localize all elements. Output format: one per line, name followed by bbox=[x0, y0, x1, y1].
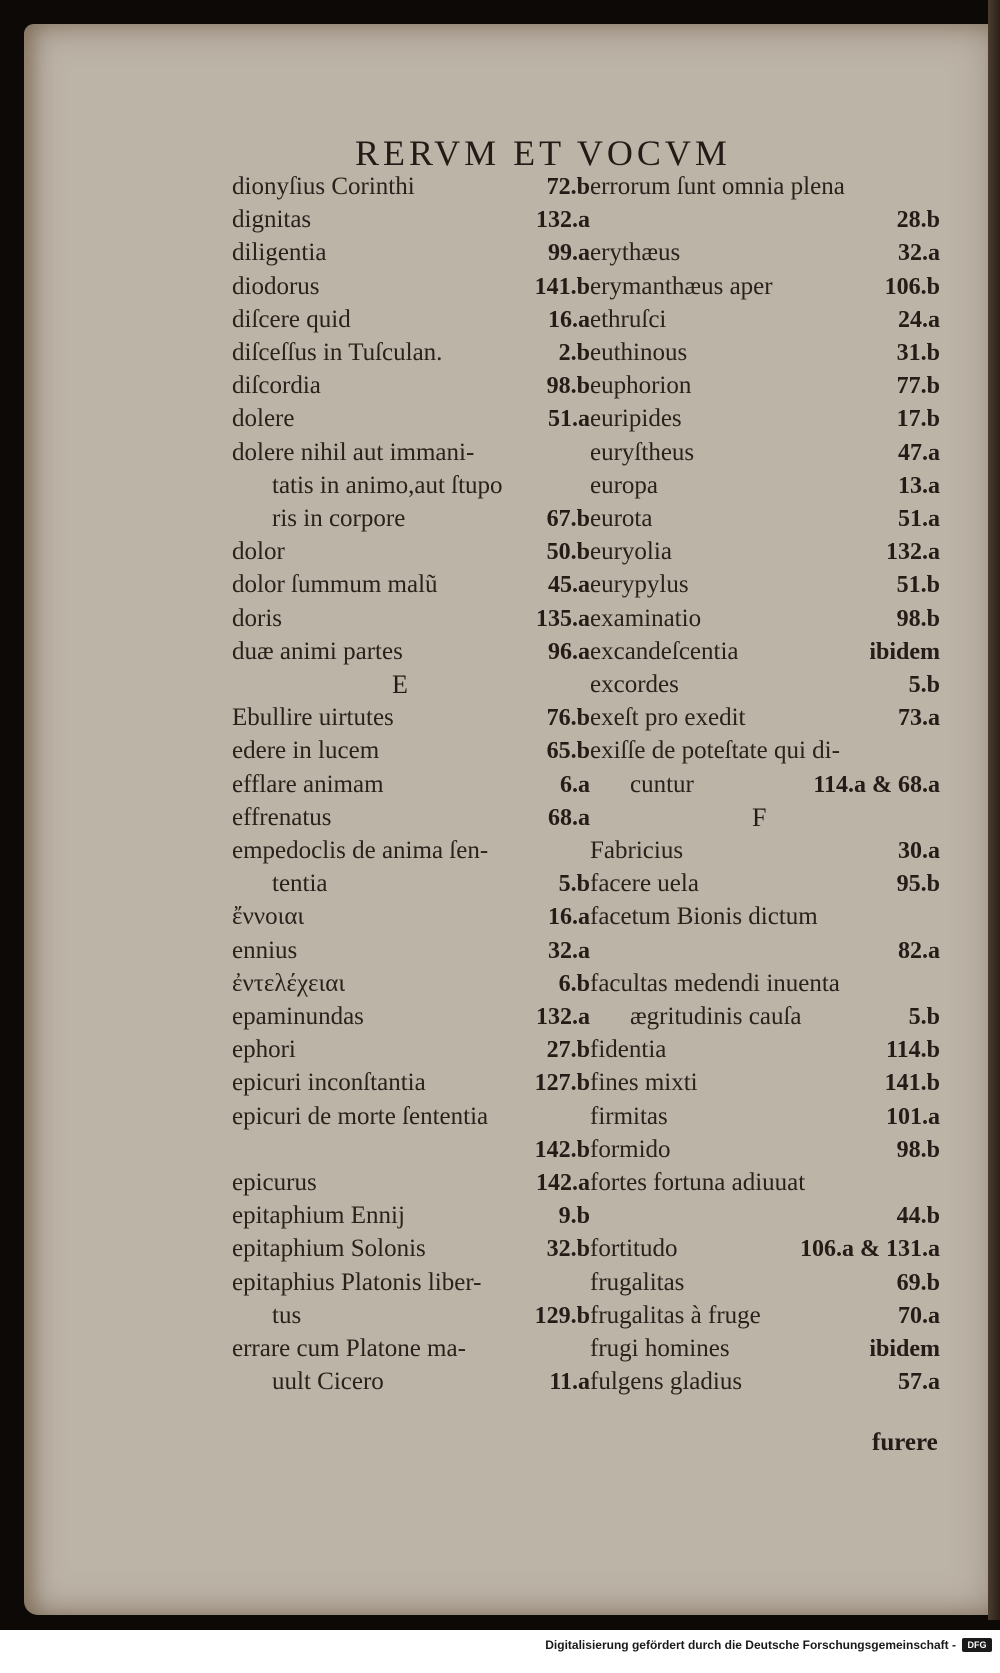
page-reference: 68.a bbox=[548, 804, 590, 831]
index-entry: efflare animam bbox=[232, 770, 384, 798]
index-entry: ephori bbox=[232, 1036, 296, 1064]
page-reference: 57.a bbox=[898, 1369, 940, 1396]
index-entry: euripides bbox=[590, 405, 682, 433]
page-reference: 47.a bbox=[898, 439, 940, 466]
index-entry: Ebullire uirtutes bbox=[232, 704, 394, 732]
page-reference: 32.a bbox=[548, 937, 590, 964]
index-entry: tentia bbox=[272, 870, 328, 898]
index-entry: ἔννοιαι bbox=[232, 903, 305, 931]
page-reference: 70.a bbox=[898, 1302, 940, 1329]
index-entry: facetum Bionis dictum bbox=[590, 903, 818, 931]
index-entry: diſcordia bbox=[232, 372, 321, 400]
index-entry: effrenatus bbox=[232, 803, 332, 831]
page-reference: 129.b bbox=[534, 1302, 590, 1329]
page-reference: 11.a bbox=[549, 1369, 590, 1396]
page-reference: 132.a bbox=[536, 207, 590, 234]
index-entry: dolor ſummum malũ bbox=[232, 571, 438, 599]
page-reference: 101.a bbox=[886, 1103, 940, 1130]
page-reference: 98.b bbox=[896, 605, 940, 632]
page-reference: 5.b bbox=[908, 672, 940, 698]
index-entry: ægritudinis cauſa bbox=[630, 1003, 802, 1030]
index-entry: frugalitas à fruge bbox=[590, 1301, 761, 1329]
index-entry: exeſt pro exedit bbox=[590, 704, 746, 732]
index-entry: dolere bbox=[232, 405, 295, 433]
index-entry: errare cum Platone ma- bbox=[232, 1335, 466, 1362]
page-reference: 69.b bbox=[896, 1269, 940, 1296]
index-entry: epicurus bbox=[232, 1169, 317, 1196]
page-reference: 28.b bbox=[896, 207, 940, 234]
index-entry: ethruſci bbox=[590, 305, 667, 333]
page-reference: 142.a bbox=[536, 1170, 590, 1196]
page-reference: 98.b bbox=[896, 1136, 940, 1163]
page-reference: 142.b bbox=[534, 1136, 590, 1163]
index-entry: ennius bbox=[232, 936, 298, 964]
page-reference: 6.a bbox=[560, 771, 590, 798]
index-entry: errorum ſunt omnia plena bbox=[590, 173, 845, 200]
page-reference: 73.a bbox=[898, 705, 940, 732]
index-entry: doris bbox=[232, 604, 282, 632]
page-reference: 24.a bbox=[898, 306, 940, 333]
page-reference: 135.a bbox=[536, 605, 590, 632]
index-entry: diligentia bbox=[232, 239, 327, 267]
page-reference: 76.b bbox=[546, 705, 590, 732]
page-reference: 98.b bbox=[546, 373, 590, 400]
page-reference: 6.b bbox=[558, 970, 590, 997]
page-reference: 45.a bbox=[548, 572, 590, 599]
page-reference: 51.a bbox=[548, 406, 590, 433]
page-reference: 32.a bbox=[898, 240, 940, 267]
index-entry: examinatio bbox=[590, 604, 702, 632]
index-entry: epitaphius Platonis liber- bbox=[232, 1268, 482, 1296]
page-reference: 17.b bbox=[896, 406, 940, 433]
page-reference: 9.b bbox=[558, 1203, 590, 1230]
index-entry: fulgens gladius bbox=[590, 1368, 743, 1396]
page-reference: 114.a & 68.a bbox=[813, 771, 940, 798]
index-entry: firmitas bbox=[590, 1102, 668, 1130]
page-reference: 51.b bbox=[896, 572, 940, 599]
page-reference: 16.a bbox=[548, 306, 590, 333]
index-entry: tus bbox=[272, 1301, 302, 1329]
index-entry: fidentia bbox=[590, 1036, 667, 1064]
index-entry: uult Cicero bbox=[272, 1368, 384, 1396]
index-entry: empedoclis de anima ſen- bbox=[232, 837, 489, 864]
page-reference: 51.a bbox=[898, 506, 940, 532]
page-reference: 44.b bbox=[896, 1203, 940, 1230]
index-entry: formido bbox=[590, 1135, 671, 1163]
page-reference: 127.b bbox=[534, 1070, 590, 1097]
book-page bbox=[24, 24, 994, 1615]
page-reference: 50.b bbox=[546, 539, 590, 566]
page-reference: 5.b bbox=[908, 1004, 940, 1030]
page-reference: 77.b bbox=[896, 373, 940, 400]
index-entry: facultas medendi inuenta bbox=[590, 969, 840, 997]
index-entry: euryolia bbox=[590, 538, 672, 566]
page-reference: 72.b bbox=[546, 174, 590, 200]
index-entry: europa bbox=[590, 471, 659, 499]
index-entry: frugi homines bbox=[590, 1335, 730, 1362]
index-entry: Fabricius bbox=[590, 837, 684, 864]
index-entry: diſceſſus in Tuſculan. bbox=[232, 339, 443, 366]
page-reference: 67.b bbox=[546, 506, 590, 532]
index-entry: euphorion bbox=[590, 372, 692, 400]
page-reference: 96.a bbox=[548, 638, 590, 665]
book-edge bbox=[988, 0, 1000, 1620]
index-entry: fines mixti bbox=[590, 1069, 698, 1097]
page-reference: 13.a bbox=[898, 472, 940, 499]
index-entry: excordes bbox=[590, 671, 679, 698]
index-entry: edere in lucem bbox=[232, 737, 380, 765]
index-entry: dolere nihil aut immani- bbox=[232, 438, 475, 466]
index-entry: exiſſe de poteſtate qui di- bbox=[590, 737, 840, 765]
index-entry: cuntur bbox=[630, 770, 694, 798]
index-entry: dignitas bbox=[232, 206, 312, 234]
page-reference: 99.a bbox=[548, 240, 590, 267]
page-reference: 30.a bbox=[898, 838, 940, 864]
index-entry: epitaphium Ennij bbox=[232, 1202, 405, 1230]
page-reference: 141.b bbox=[534, 273, 590, 300]
index-entry: eurypylus bbox=[590, 571, 689, 599]
index-entry: fortitudo bbox=[590, 1235, 678, 1263]
index-entry: frugalitas bbox=[590, 1268, 685, 1296]
page-reference: 5.b bbox=[558, 871, 590, 898]
footer-text: Digitalisierung gefördert durch die Deutsche Forschungsgemeinschaft - bbox=[545, 1638, 956, 1652]
page-reference: 82.a bbox=[898, 937, 940, 964]
index-entry: duæ animi partes bbox=[232, 637, 403, 665]
index-entry: facere uela bbox=[590, 870, 699, 898]
section-letter: F bbox=[752, 802, 767, 832]
index-entry: epitaphium Solonis bbox=[232, 1235, 426, 1263]
page-reference: 95.b bbox=[896, 871, 940, 898]
page-reference: 27.b bbox=[546, 1037, 590, 1064]
page-reference: 114.b bbox=[885, 1037, 940, 1064]
index-entry: epaminundas bbox=[232, 1003, 364, 1030]
index-entry: dionyſius Corinthi bbox=[232, 173, 415, 200]
dfg-logo: DFG bbox=[962, 1638, 992, 1652]
index-entry: epicuri de morte ſententia bbox=[232, 1102, 489, 1130]
page-reference: ibidem bbox=[869, 1336, 940, 1362]
index-entry: euthinous bbox=[590, 339, 688, 366]
index-entry: euryſtheus bbox=[590, 438, 695, 466]
index-entry: erythæus bbox=[590, 239, 681, 267]
page-reference: 132.a bbox=[886, 539, 940, 566]
page-reference: 32.b bbox=[546, 1236, 590, 1263]
index-entry: excandeſcentia bbox=[590, 637, 739, 665]
page-reference: 106.a & 131.a bbox=[800, 1236, 940, 1263]
page-reference: 65.b bbox=[546, 738, 590, 765]
index-entry: erymanthæus aper bbox=[590, 272, 773, 300]
index-entry: eurota bbox=[590, 505, 653, 532]
page-reference: 31.b bbox=[896, 340, 940, 366]
index-entry: ris in corpore bbox=[272, 505, 406, 532]
index-entry: diſcere quid bbox=[232, 305, 351, 333]
index-entry: fortes fortuna adiuuat bbox=[590, 1169, 806, 1196]
index-entry: diodorus bbox=[232, 272, 320, 300]
index-entry: epicuri inconſtantia bbox=[232, 1069, 426, 1097]
page-reference: 2.b bbox=[558, 340, 590, 366]
footer-bar bbox=[0, 1630, 1000, 1673]
index-entry: dolor bbox=[232, 538, 285, 566]
page-reference: 16.a bbox=[548, 904, 590, 931]
running-head: RERVM ET VOCVM bbox=[355, 133, 731, 173]
page-reference: 141.b bbox=[884, 1070, 940, 1097]
section-letter: E bbox=[392, 670, 408, 699]
page-reference: ibidem bbox=[869, 638, 940, 665]
page-reference: 106.b bbox=[884, 273, 940, 300]
page-reference: 132.a bbox=[536, 1004, 590, 1030]
catchword: furere bbox=[872, 1429, 938, 1456]
index-entry: ἐντελέχειαι bbox=[232, 969, 346, 997]
index-entry: tatis in animo,aut ſtupo bbox=[272, 471, 503, 499]
